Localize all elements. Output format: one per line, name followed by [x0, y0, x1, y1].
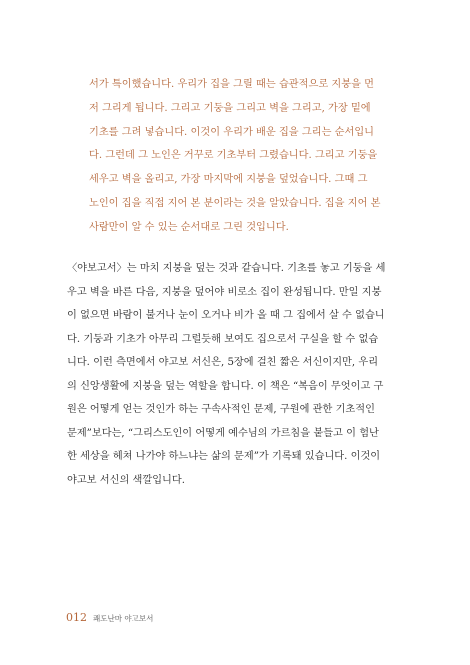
body-line: 원은 어떻게 얻는 것인가 하는 구속사적인 문제, 구원에 관한 기초적인: [67, 404, 375, 415]
body-line: 한 세상을 헤쳐 나가야 하느냐는 삶의 문제”가 기록돼 있습니다. 이것이: [67, 451, 381, 462]
quote-line: 사람만이 알 수 있는 순서대로 그린 것입니다.: [89, 221, 289, 233]
quote-line: 저 그리게 됩니다. 그리고 기둥을 그리고 벽을 그리고, 가장 밑에: [89, 102, 371, 114]
body-line: 〈야보고서〉는 마치 지붕을 덮는 것과 같습니다. 기초를 놓고 기둥을 세: [67, 263, 386, 274]
quote-line: 다. 그런데 그 노인은 거꾸로 기초부터 그렸습니다. 그리고 기둥을: [89, 150, 378, 162]
quote-line: 세우고 벽을 올리고, 가장 마지막에 지붕을 덮었습니다. 그때 그: [89, 174, 368, 186]
body-line: 문제”보다는, “그리스도인이 어떻게 예수님의 가르침을 붙들고 이 험난: [67, 427, 379, 439]
quote-line: 기초를 그려 넣습니다. 이것이 우리가 배운 집을 그리는 순서입니: [89, 126, 375, 138]
page-number: 012: [66, 611, 87, 624]
body-paragraph: [67, 257, 412, 492]
body-line: 니다. 이런 측면에서 야고보 서신은, 5장에 걸친 짧은 서신이지만, 우리: [67, 357, 379, 368]
quote-line: 서가 특이했습니다. 우리가 집을 그릴 때는 습관적으로 지붕을 먼: [89, 79, 375, 90]
quoted-passage: [89, 73, 409, 240]
body-line: 다. 기둥과 기초가 아무리 그럴듯해 보여도 집으로서 구실을 할 수 없습: [67, 333, 379, 345]
body-line: 우고 벽을 바른 다음, 지붕을 덮어야 비로소 집이 완성됩니다. 만일 지붕: [67, 286, 382, 298]
body-line: 이 없으면 바람이 불거나 눈이 오거나 비가 올 때 그 집에서 살 수 없습니: [67, 310, 385, 321]
running-title: 쾌도난마 야고보서: [93, 614, 154, 623]
quote-line: 노인이 집을 직접 지어 본 분이라는 것을 알았습니다. 집을 지어 본: [89, 197, 381, 209]
body-line: 의 신앙생활에 지붕을 덮는 역할을 합니다. 이 책은 “복음이 무엇이고 구: [67, 380, 384, 392]
body-line: 야고보 서신의 색깔입니다.: [67, 474, 185, 486]
page-footer: [66, 611, 153, 624]
